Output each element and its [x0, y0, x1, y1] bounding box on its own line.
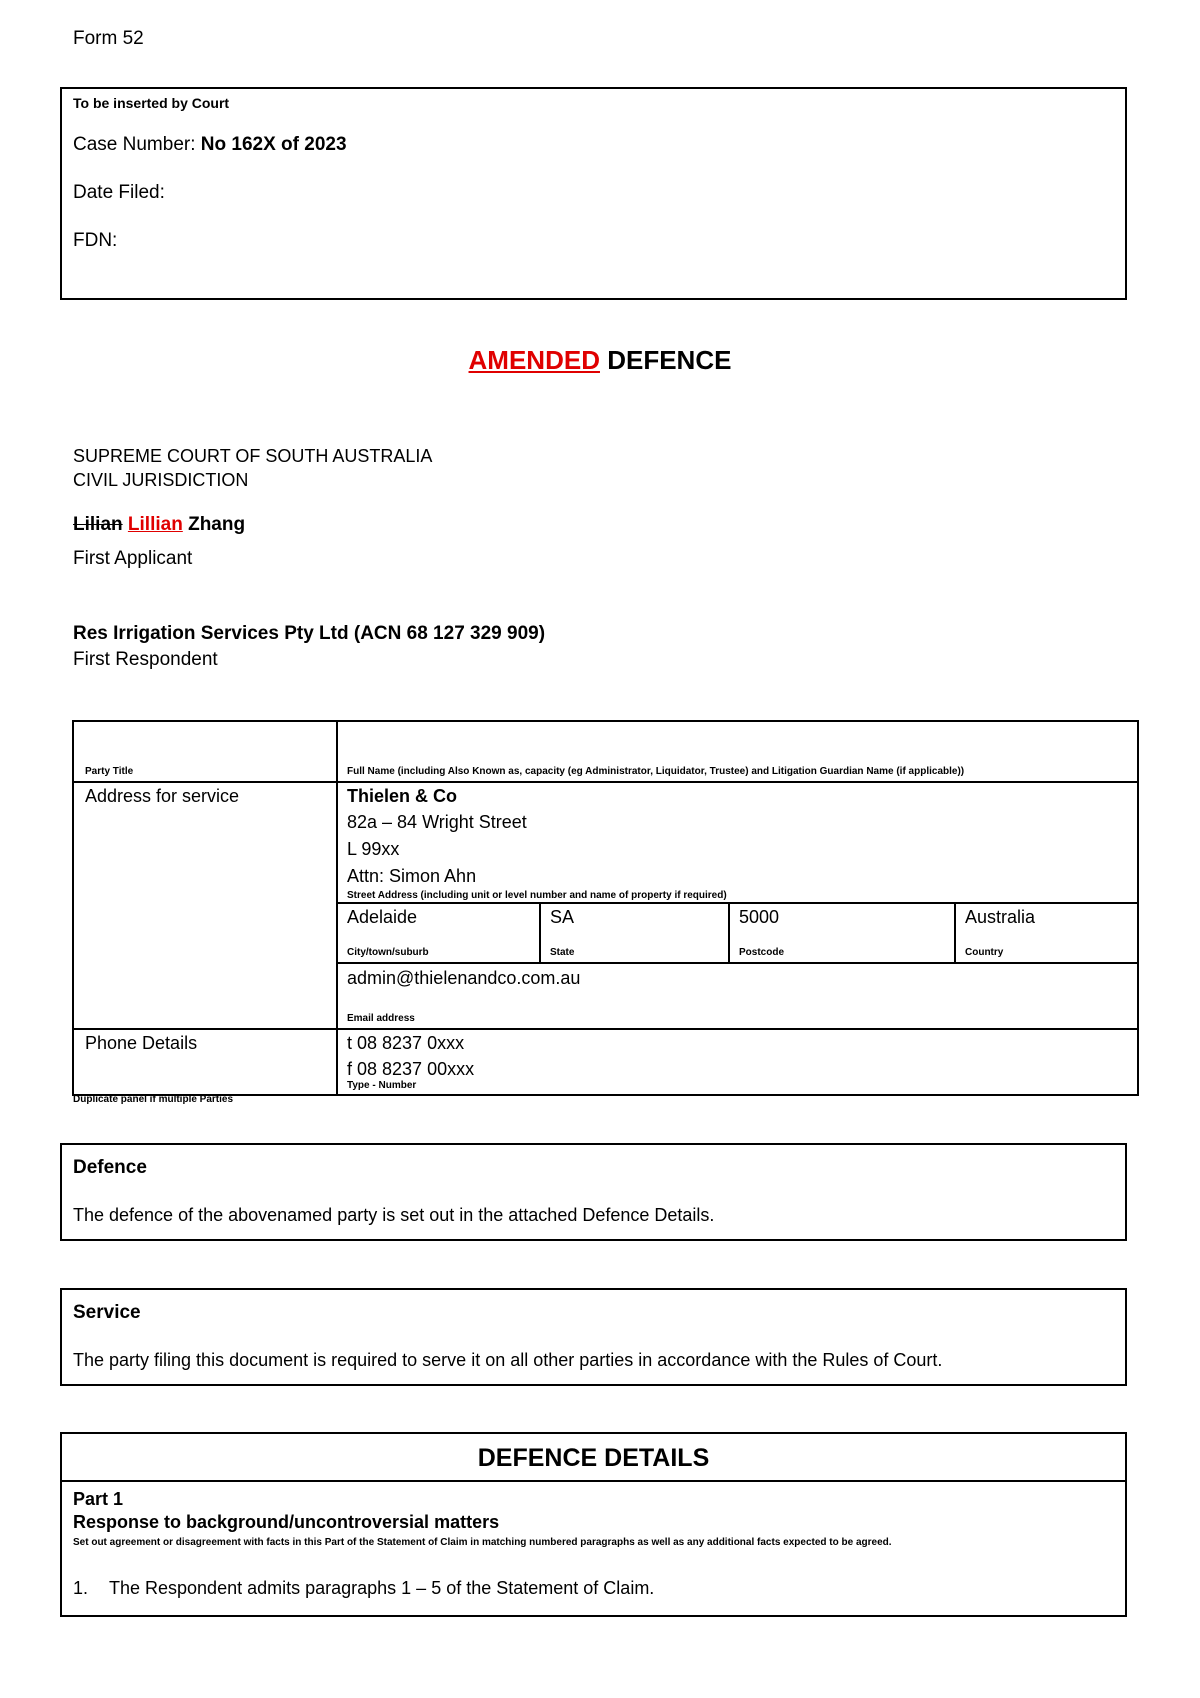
paragraph-1 — [73, 1578, 654, 1599]
defence-heading: Defence — [73, 1157, 147, 1178]
case-number-row — [73, 134, 347, 156]
attention-line: Attn: Simon Ahn — [347, 866, 477, 886]
postcode-caption: Postcode — [739, 947, 785, 958]
phone-t-value: t 08 8237 0xxx — [347, 1033, 465, 1053]
court-use-box — [60, 87, 1127, 300]
table-col-divider — [728, 902, 730, 962]
date-filed-label: Date Filed: — [73, 182, 165, 203]
country-value: Australia — [965, 907, 1036, 927]
table-col-divider — [954, 902, 956, 962]
paragraph-number: 1. — [73, 1578, 89, 1598]
state-caption: State — [550, 947, 575, 958]
phone-details-label: Phone Details — [85, 1033, 198, 1053]
court-box-header: To be inserted by Court — [73, 95, 230, 111]
case-number-label: Case Number: — [73, 134, 196, 155]
fdn-label: FDN: — [73, 230, 118, 251]
table-col-divider — [539, 902, 541, 962]
defence-box — [60, 1143, 1127, 1241]
party-details-table — [72, 720, 1139, 1096]
phone-caption: Type - Number — [347, 1080, 417, 1091]
state-value: SA — [550, 907, 575, 927]
defence-details-box — [60, 1432, 1127, 1617]
postcode-value: 5000 — [739, 907, 780, 927]
respondent-name: Res Irrigation Services Pty Ltd (ACN 68 127 329 909) — [73, 623, 546, 644]
applicant-block — [73, 514, 245, 570]
court-line-2: CIVIL JURISDICTION — [73, 470, 249, 490]
applicant-name-struck: Lilian — [73, 514, 123, 535]
table-row-divider — [336, 962, 1137, 964]
paragraph-text: The Respondent admits paragraphs 1 – 5 of the Statement of Claim. — [109, 1578, 655, 1598]
document-title — [0, 345, 1200, 376]
part-title: Response to background/uncontroversial matters — [73, 1512, 500, 1532]
respondent-block — [73, 623, 545, 671]
party-title-caption: Party Title — [85, 766, 134, 777]
country-caption: Country — [965, 947, 1004, 958]
address-for-service-label: Address for service — [85, 786, 240, 806]
title-amended: AMENDED — [468, 345, 600, 375]
applicant-role: First Applicant — [73, 548, 193, 569]
city-caption: City/town/suburb — [347, 947, 429, 958]
defence-details-title: DEFENCE DETAILS — [477, 1444, 710, 1472]
defence-text: The defence of the abovenamed party is set out in the attached Defence Details. — [73, 1205, 715, 1225]
full-name-caption: Full Name (including Also Known as, capacity (eg Administrator, Liquidator, Trustee) and Litigation Guardian Name (if applicable)) — [347, 766, 965, 777]
service-text: The party filing this document is required to serve it on all other parties in accordance with the Rules of Court. — [73, 1350, 943, 1370]
applicant-surname: Zhang — [188, 514, 246, 535]
details-separator — [62, 1480, 1125, 1482]
applicant-name-inserted: Lillian — [127, 514, 183, 535]
street-address: 82a – 84 Wright Street — [347, 812, 527, 832]
street-address-caption: Street Address (including unit or level number and name of property if required) — [347, 890, 727, 901]
service-box — [60, 1288, 1127, 1386]
court-line-1: SUPREME COURT OF SOUTH AUSTRALIA — [73, 446, 433, 466]
email-value: admin@thielenandco.com.au — [347, 968, 581, 988]
court-name — [73, 444, 432, 492]
phone-f-value: f 08 8237 00xxx — [347, 1059, 475, 1079]
firm-name: Thielen & Co — [347, 786, 458, 806]
respondent-role: First Respondent — [73, 649, 218, 670]
table-col-divider — [336, 722, 338, 1094]
form-number: Form 52 — [73, 28, 144, 49]
applicant-name — [73, 514, 245, 536]
service-heading: Service — [73, 1302, 141, 1323]
title-defence: DEFENCE — [607, 345, 732, 375]
duplicate-panel-note: Duplicate panel if multiple Parties — [73, 1094, 234, 1105]
level-address: L 99xx — [347, 839, 400, 859]
email-caption: Email address — [347, 1013, 415, 1024]
part-instruction: Set out agreement or disagreement with facts in this Part of the Statement of Claim in matching numbered paragraphs as well as any additional facts expected to be agreed. — [73, 1537, 892, 1548]
city-value: Adelaide — [347, 907, 418, 927]
case-number-value: No 162X of 2023 — [200, 134, 347, 155]
part-label: Part 1 — [73, 1489, 124, 1509]
table-row-divider — [74, 1028, 1137, 1030]
